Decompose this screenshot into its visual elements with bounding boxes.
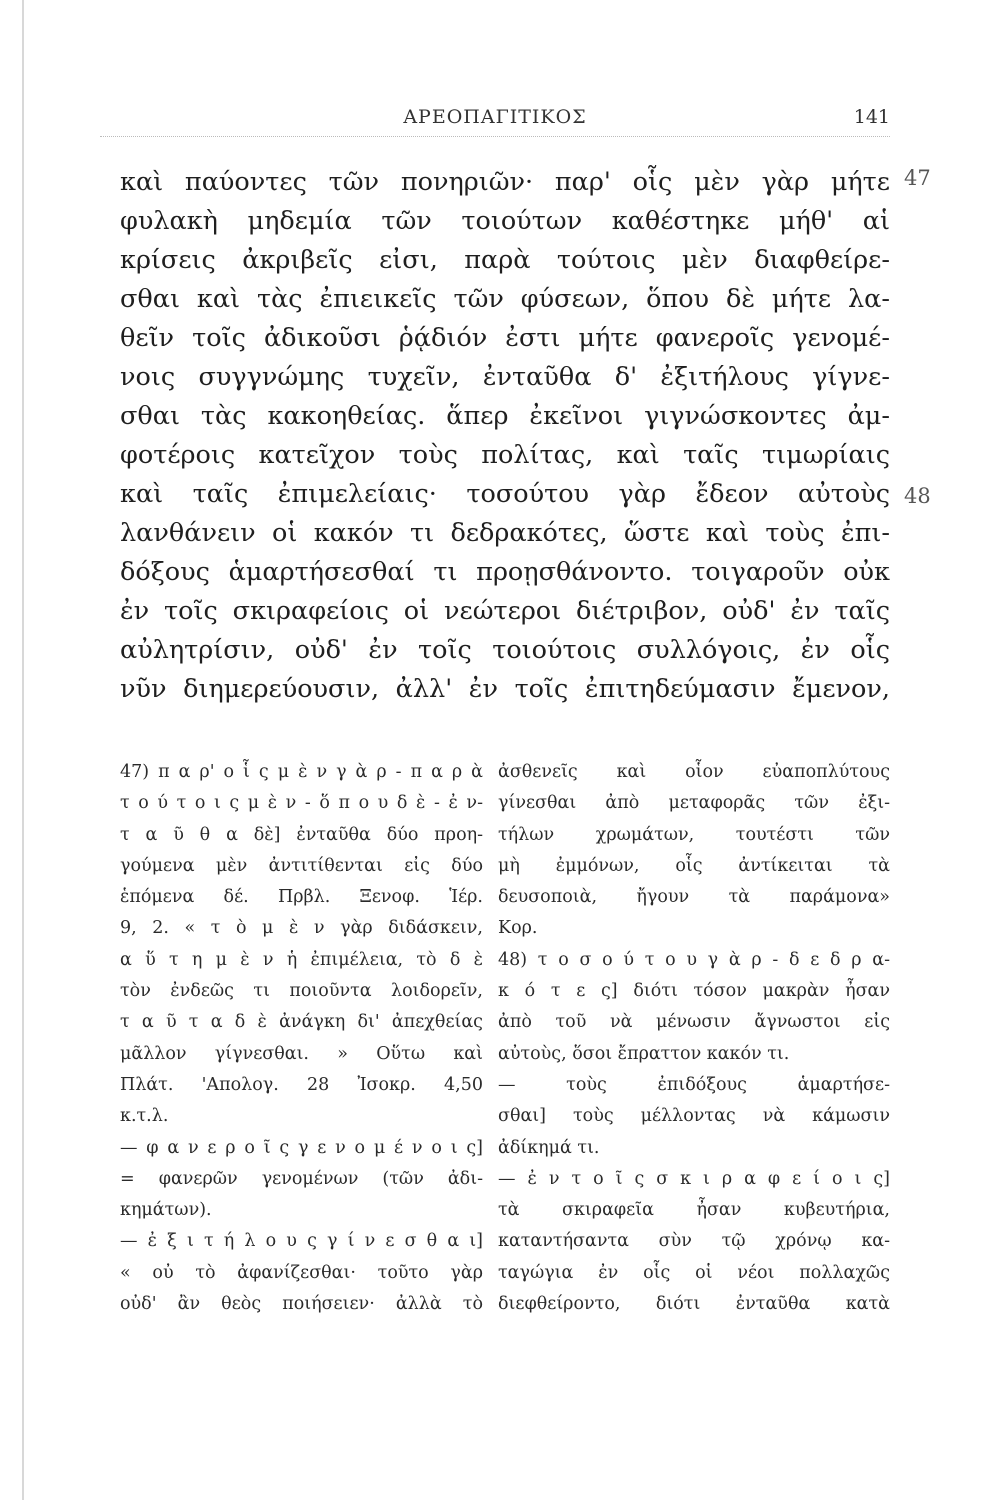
header-rule	[100, 136, 890, 137]
note-line: — τοὺς ἐπιδόξους ἁμαρτήσε-	[498, 1074, 890, 1095]
note-line: μᾶλλον γίγνεσθαι. » Οὕτω καὶ	[120, 1043, 483, 1064]
note-line: « οὐ τὸ ἀφανίζεσθαι· τοῦτο γὰρ	[120, 1262, 483, 1283]
note-line: ἀσθενεῖς καὶ οἷον εὐαποπλύτους	[498, 762, 890, 782]
margin-number-48: 48	[904, 484, 931, 508]
note-line: δευσοποιὰ, ἤγουν τὰ παράμονα»	[498, 887, 890, 908]
note-line: κ ό τ ε ς] διότι τόσον μακρὰν ἦσαν	[498, 981, 890, 1002]
margin-number-47: 47	[904, 166, 931, 190]
text-line: φοτέροις κατεῖχον τοὺς πολίτας, καὶ ταῖς τιμωρίαις	[120, 440, 890, 470]
footnotes-left-column	[120, 757, 483, 1320]
text-line: νοις συγγνώμης τυχεῖν, ἐνταῦθα δ' ἐξιτήλους γίγνε-	[120, 362, 890, 392]
text-line: καὶ παύοντες τῶν πονηριῶν· παρ' οἷς μὲν γὰρ μήτε	[120, 167, 890, 197]
note-line: 47) π α ρ' ο ἷ ς μ ὲ ν γ ὰ ρ - π α ρ ὰ	[120, 762, 483, 782]
note-line: τήλων χρωμάτων, τουτέστι τῶν	[498, 824, 890, 845]
note-line: 9, 2. « τ ὸ μ ὲ ν γὰρ διδάσκειν,	[120, 918, 483, 939]
footnotes-right-column	[498, 757, 890, 1320]
note-line: μὴ ἐμμόνων, οἷς ἀντίκειται τὰ	[498, 855, 890, 876]
note-line: ἑπόμενα δέ. Πρβλ. Ξενοφ. Ἱέρ.	[120, 887, 483, 908]
text-line: φυλακὴ μηδεμία τῶν τοιούτων καθέστηκε μήθ' αἱ	[120, 206, 890, 236]
main-text	[120, 163, 890, 709]
note-line: — ἐ ν τ ο ῖ ς σ κ ι ρ α φ ε ί ο ι ς]	[498, 1168, 890, 1189]
note-line: κ.τ.λ.	[120, 1106, 169, 1127]
note-line: Κορ.	[498, 918, 538, 939]
note-line: = φανερῶν γενομένων (τῶν ἀδι-	[120, 1168, 483, 1189]
note-line: διεφθείροντο, διότι ἐνταῦθα κατὰ	[498, 1294, 890, 1315]
note-line: ἀδίκημά τι.	[498, 1137, 600, 1158]
note-line: γούμενα μὲν ἀντιτίθενται εἰς δύο	[120, 855, 483, 876]
note-line: τ α ῦ θ α δὲ] ἐνταῦθα δύο προη-	[120, 824, 483, 845]
text-line: λανθάνειν οἱ κακόν τι δεδρακότες, ὥστε καὶ τοὺς ἐπι-	[120, 518, 890, 548]
note-line: οὐδ' ἂν θεὸς ποιήσειεν· ἀλλὰ τὸ	[120, 1294, 483, 1315]
text-line: σθαι καὶ τὰς ἐπιεικεῖς τῶν φύσεων, ὅπου δὲ μήτε λα-	[120, 284, 890, 314]
note-line: τὸν ἐνδεῶς τι ποιοῦντα λοιδορεῖν,	[120, 981, 483, 1002]
note-line: καταντήσαντα σὺν τῷ χρόνῳ κα-	[498, 1231, 890, 1252]
text-line: θεῖν τοῖς ἀδικοῦσι ῥᾴδιόν ἐστι μήτε φανεροῖς γενομέ-	[120, 323, 890, 353]
text-line: καὶ ταῖς ἐπιμελείαις· τοσούτου γὰρ ἔδεον αὐτοὺς	[120, 479, 890, 509]
note-line: 48) τ ο σ ο ύ τ ο υ γ ὰ ρ - δ ε δ ρ α-	[498, 949, 890, 970]
note-line: γίνεσθαι ἀπὸ μεταφορᾶς τῶν ἐξι-	[498, 793, 890, 814]
text-line: σθαι τὰς κακοηθείας. ἅπερ ἐκεῖνοι γιγνώσκοντες ἀμ-	[120, 401, 890, 431]
note-line: αὐτοὺς, ὅσοι ἔπραττον κακόν τι.	[498, 1043, 790, 1064]
note-line: ταγώγια ἐν οἷς οἱ νέοι πολλαχῶς	[498, 1262, 890, 1283]
note-line: — ἐ ξ ι τ ή λ ο υ ς γ ί ν ε σ θ α ι]	[120, 1231, 483, 1252]
note-line: Πλάτ. 'Απολογ. 28 Ἰσοκρ. 4,50	[120, 1074, 483, 1095]
text-line: νῦν διημερεύουσιν, ἀλλ' ἐν τοῖς ἐπιτηδεύμασιν ἔμενον,	[120, 674, 890, 704]
note-line: κημάτων).	[120, 1200, 212, 1221]
text-line: κρίσεις ἀκριβεῖς εἰσι, παρὰ τούτοις μὲν διαφθείρε-	[120, 245, 890, 275]
text-line: ἐν τοῖς σκιραφείοις οἱ νεώτεροι διέτριβον, οὐδ' ἐν ταῖς	[120, 596, 890, 626]
running-head: ΑΡΕΟΠΑΓΙΤΙΚΟΣ	[403, 106, 587, 128]
text-line: δόξους ἁμαρτήσεσθαί τι προῃσθάνοντο. τοιγαροῦν οὐκ	[120, 557, 890, 587]
page-edge	[22, 0, 24, 1500]
note-line: σθαι] τοὺς μέλλοντας νὰ κάμωσιν	[498, 1106, 890, 1127]
note-line: τὰ σκιραφεῖα ἦσαν κυβευτήρια,	[498, 1200, 890, 1221]
note-line: ἀπὸ τοῦ νὰ μένωσιν ἄγνωστοι εἰς	[498, 1012, 890, 1033]
note-line: α ὕ τ η μ ὲ ν ἡ ἐπιμέλεια, τὸ δ ὲ	[120, 949, 483, 970]
text-line: αὐλητρίσιν, οὐδ' ἐν τοῖς τοιούτοις συλλόγοις, ἐν οἷς	[120, 635, 890, 665]
page-number: 141	[853, 106, 890, 128]
note-line: τ ο ύ τ ο ι ς μ ὲ ν - ὅ π ο υ δ ὲ - ἐ ν-	[120, 793, 483, 814]
note-line: — φ α ν ε ρ ο ῖ ς γ ε ν ο μ έ ν ο ι ς]	[120, 1137, 483, 1158]
note-line: τ α ῦ τ α δ ὲ ἀνάγκη δι' ἀπεχθείας	[120, 1012, 483, 1033]
page-header	[100, 98, 890, 138]
